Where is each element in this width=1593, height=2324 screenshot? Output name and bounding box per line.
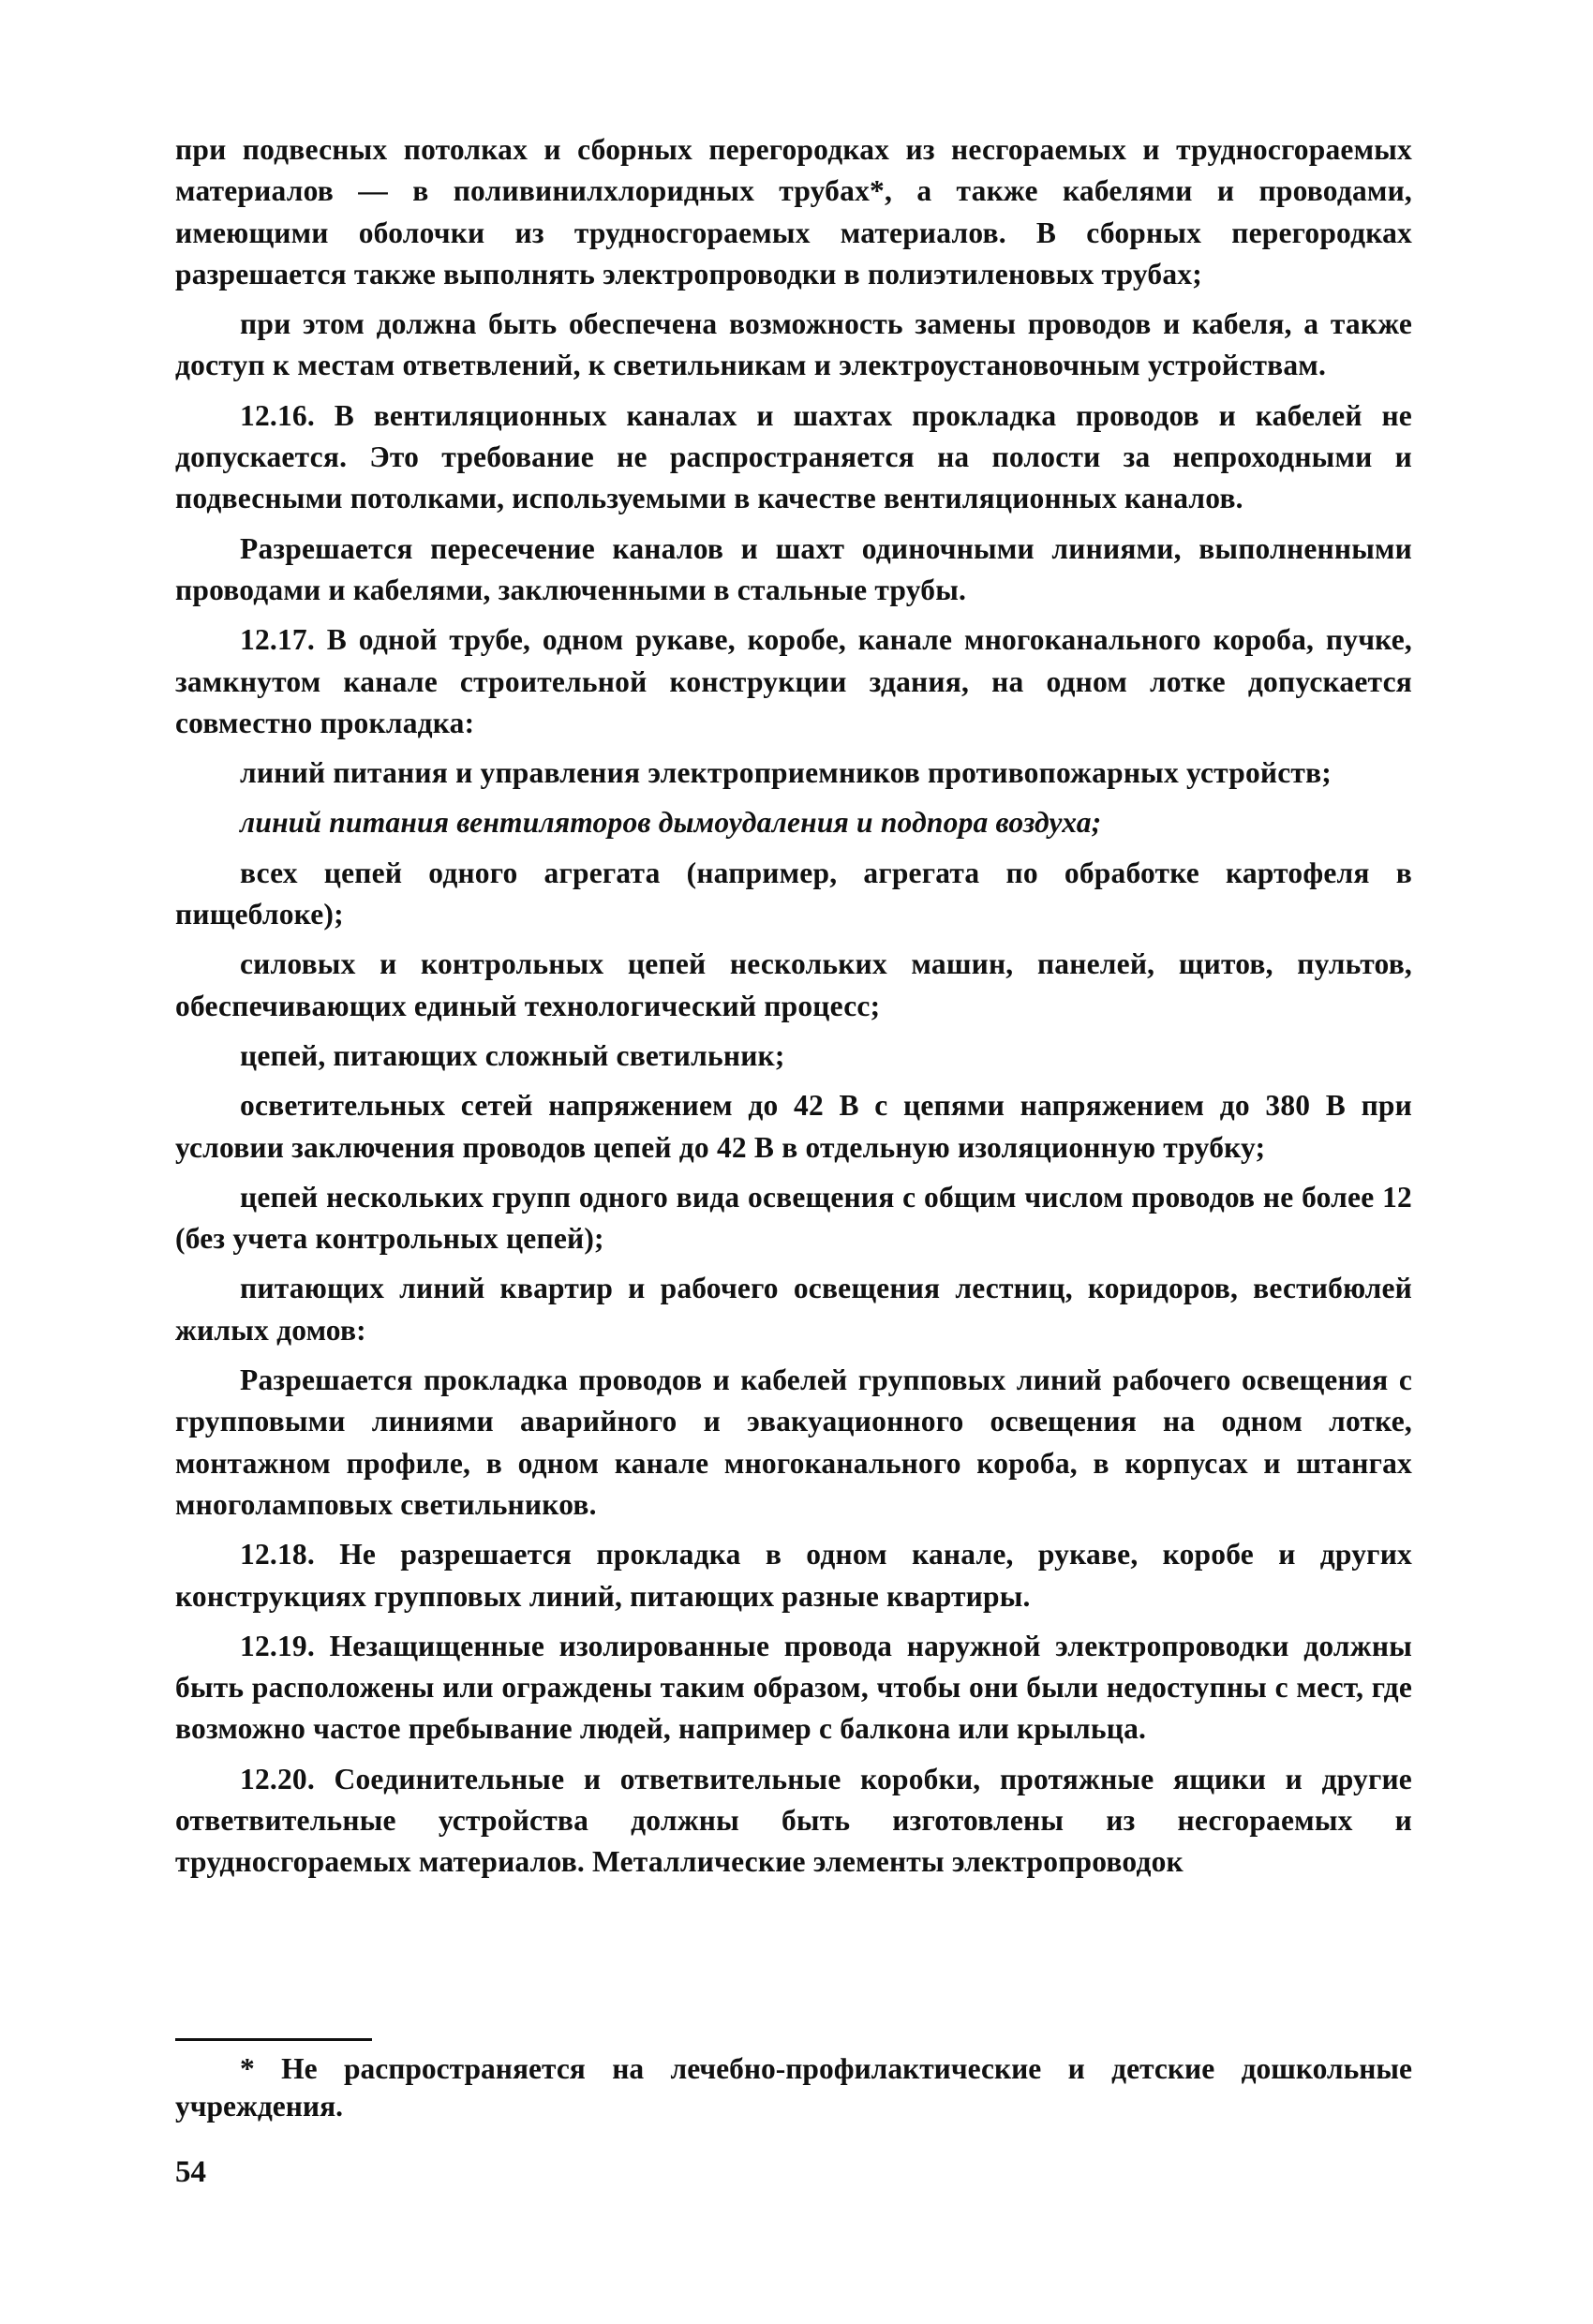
paragraph-text: Разрешается прокладка проводов и кабелей групповых линий рабочего освещения с групповыми линиями аварийного и эвакуационного освещения на одном лотке, монтажном профиле, в одном канале многоканального короба, в корпусах и штангах многоламповых светильников.	[175, 1363, 1412, 1521]
paragraph-6	[175, 752, 1412, 794]
footnote-divider	[175, 2038, 372, 2041]
paragraph-text: Незащищенные изолированные провода наружной электропроводки должны быть расположены или ограждены таким образом, чтобы они были недоступны с мест, где возможно частое пребывание людей, например с балкона или крыльца.	[175, 1629, 1412, 1746]
paragraph-text: В одной трубе, одном рукаве, коробе, канале многоканального короба, пучке, замкнутом канале строительной конструкции здания, на одном лотке допускается совместно прокладка:	[175, 623, 1412, 739]
paragraph-9	[175, 944, 1412, 1027]
paragraph-7	[175, 802, 1412, 843]
paragraph-10	[175, 1035, 1412, 1077]
paragraph-17	[175, 1759, 1412, 1884]
paragraph-8	[175, 853, 1412, 936]
paragraph-text: цепей, питающих сложный светильник;	[240, 1038, 785, 1072]
paragraph-11	[175, 1085, 1412, 1169]
paragraph-13	[175, 1268, 1412, 1351]
paragraph-text: Разрешается пересечение каналов и шахт одиночными линиями, выполненными проводами и кабелями, заключенными в стальные трубы.	[175, 531, 1412, 606]
clause-number: 12.17.	[240, 623, 315, 657]
footnote: * Не распространяется на лечебно-профилактические и детские дошкольные учреждения.	[175, 2052, 1412, 2123]
paragraph-12	[175, 1177, 1412, 1260]
paragraph-text: питающих линий квартир и рабочего освещения лестниц, коридоров, вестибюлей жилых домов:	[175, 1272, 1412, 1347]
paragraph-text: при подвесных потолках и сборных перегородках из несгораемых и трудносгораемых материалов — в поливинилхлоридных трубах*, а также кабелями и проводами, имеющими оболочки из трудносгораемых материалов. В сборных перегородках разрешается также выполнять электропроводки в полиэтиленовых трубах;	[175, 133, 1412, 290]
clause-number: 12.19.	[240, 1629, 315, 1662]
paragraph-text: всех цепей одного агрегата (например, агрегата по обработке картофеля в пищеблоке);	[175, 856, 1412, 931]
clause-number: 12.20.	[240, 1762, 315, 1795]
paragraph-text: Соединительные и ответвительные коробки, протяжные ящики и другие ответвительные устройства должны быть изготовлены из несгораемых и трудносгораемых материалов. Металлические элементы электропроводок	[175, 1762, 1412, 1879]
paragraph-15	[175, 1534, 1412, 1617]
paragraph-text: силовых и контрольных цепей нескольких машин, панелей, щитов, пультов, обеспечивающих единый технологический процесс;	[175, 947, 1412, 1022]
paragraph-text: осветительных сетей напряжением до 42 В с цепями напряжением до 380 В при условии заключения проводов цепей до 42 В в отдельную изоляционную трубку;	[175, 1089, 1412, 1164]
page-body	[175, 129, 1412, 1892]
paragraph-4	[175, 529, 1412, 612]
paragraph-text: В вентиляционных каналах и шахтах прокладка проводов и кабелей не допускается. Это требование не распространяется на полости за непроходными и подвесными потолками, используемыми в качестве вентиляционных каналов.	[175, 398, 1412, 515]
paragraph-1	[175, 129, 1412, 295]
paragraph-5	[175, 619, 1412, 744]
paragraph-text: линий питания и управления электроприемников противопожарных устройств;	[240, 756, 1332, 790]
paragraph-text: при этом должна быть обеспечена возможность замены проводов и кабеля, а также доступ к местам ответвлений, к светильникам и электроустановочным устройствам.	[175, 307, 1412, 382]
paragraph-2	[175, 304, 1412, 387]
clause-number: 12.18.	[240, 1538, 315, 1572]
clause-number: 12.16.	[240, 398, 315, 432]
paragraph-text: Не разрешается прокладка в одном канале, рукаве, коробе и других конструкциях групповых линий, питающих разные квартиры.	[175, 1538, 1412, 1613]
paragraph-text: цепей нескольких групп одного вида освещения с общим числом проводов не более 12 (без учета контрольных цепей);	[175, 1180, 1412, 1256]
page-number: 54	[175, 2155, 206, 2189]
paragraph-16	[175, 1626, 1412, 1750]
paragraph-text: линий питания вентиляторов дымоудаления и подпора воздуха;	[240, 806, 1102, 840]
paragraph-14	[175, 1360, 1412, 1526]
paragraph-3	[175, 395, 1412, 520]
